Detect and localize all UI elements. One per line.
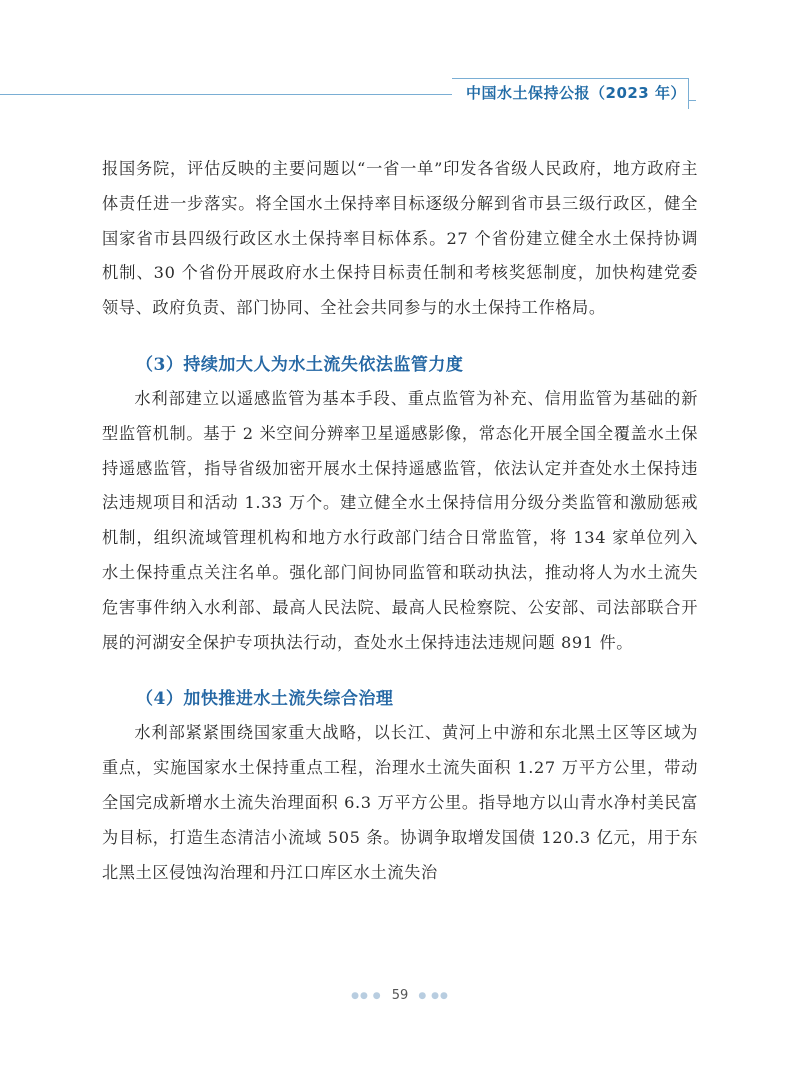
header-rule-left: [0, 94, 452, 95]
footer-dots-right-icon: ● ●●: [418, 990, 449, 1001]
body-paragraph-2: 水利部建立以遥感监管为基本手段、重点监管为补充、信用监管为基础的新型监管机制。基于 2 米空间分辨率卫星遥感影像，常态化开展全国全覆盖水土保持遥感监管，指导省级加密开展水土保持遥感监管，依法认定并查处水土保持违法违规项目和活动 1.33 万个。建立健全水土保持信用分级分类监管和激励惩戒机制，组织流域管理机构和地方水行政部门结合日常监管，将 134 家单位列入水土保持重点关注名单。强化部门间协同监管和联动执法，推动将人为水土流失危害事件纳入水利部、最高人民法院、最高人民检察院、公安部、司法部联合开展的河湖安全保护专项执法行动，查处水土保持违法违规问题 891 件。: [102, 388, 698, 652]
page-body: [102, 152, 698, 890]
footer-dots-left-icon: ●● ●: [351, 990, 382, 1001]
section-heading-4: （4）加快推进水土流失综合治理: [136, 689, 394, 710]
spacer: [102, 660, 698, 682]
header-rule-tick: [688, 100, 696, 101]
spacer: [102, 326, 698, 348]
section-heading-3: （3）持续加大人为水土流失依法监管力度: [136, 354, 464, 375]
page-number: 59: [391, 988, 409, 1003]
body-paragraph-3: 水利部紧紧围绕国家重大战略，以长江、黄河上中游和东北黑土区等区域为重点，实施国家水土保持重点工程，治理水土流失面积 1.27 万平方公里，带动全国完成新增水土流失治理面积 6.3 万平方公里。指导地方以山青水净村美民富为目标，打造生态清洁小流域 505 条。协调争取增发国债 120.3 亿元，用于东北黑土区侵蚀沟治理和丹江口库区水土流失治: [102, 723, 698, 882]
page-footer: [0, 988, 800, 1003]
running-header-title: 中国水土保持公报（2023 年）: [466, 84, 686, 102]
body-paragraph-1: 报国务院，评估反映的主要问题以“一省一单”印发各省级人民政府，地方政府主体责任进一步落实。将全国水土保持率目标逐级分解到省市县三级行政区，健全国家省市县四级行政区水土保持率目标体系。27 个省份建立健全水土保持协调机制、30 个省份开展政府水土保持目标责任制和考核奖惩制度，加快构建党委领导、政府负责、部门协同、全社会共同参与的水土保持工作格局。: [102, 159, 698, 318]
